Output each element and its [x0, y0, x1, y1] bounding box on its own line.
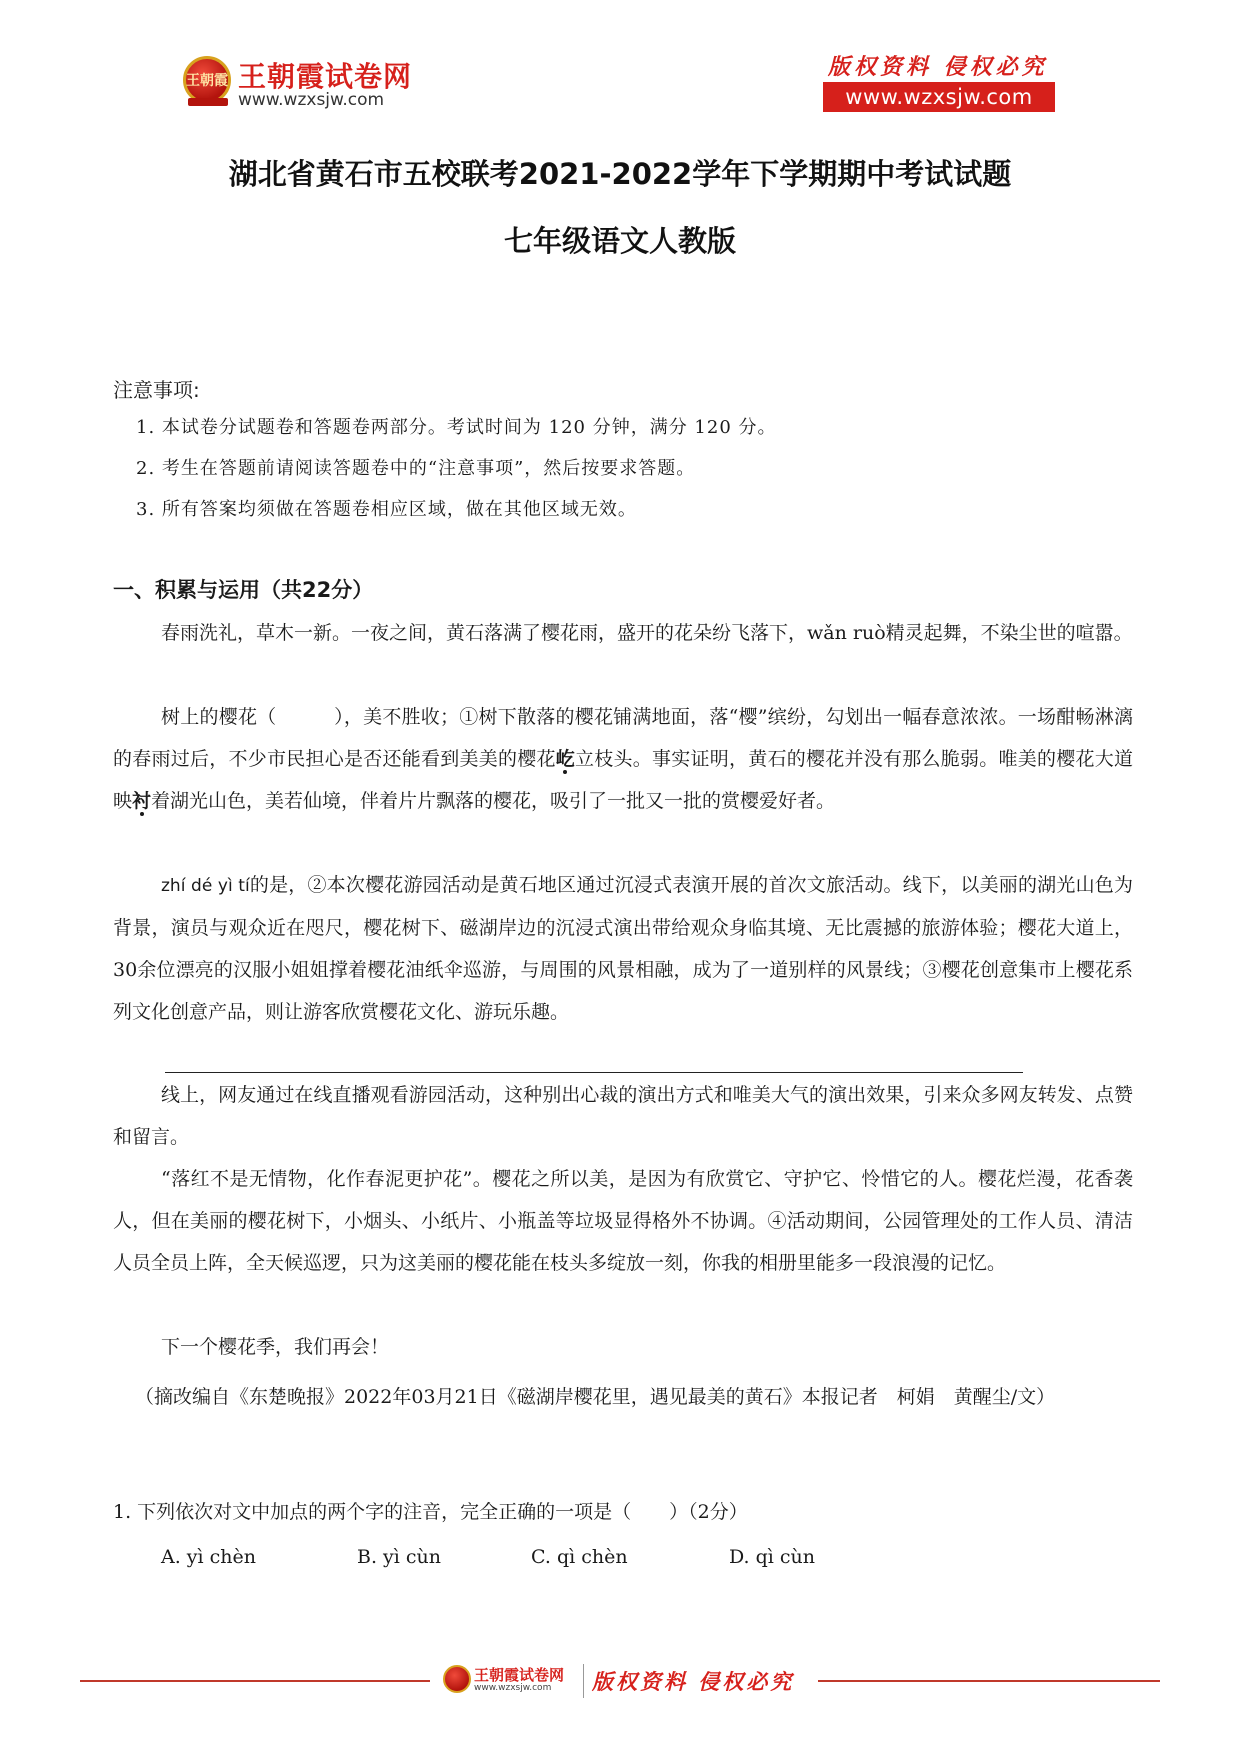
- paragraph-text: 着湖光山色，美若仙境，伴着片片飘落的樱花，吸引了一批又一批的赏樱爱好者。: [151, 790, 836, 812]
- passage-source: （摘改编自《东楚晚报》2022年03月21日《磁湖岸樱花里，遇见最美的黄石》本报记者 柯娟 黄醒尘/文）: [135, 1386, 1056, 1408]
- question-1-stem: 1. 下列依次对文中加点的两个字的注音，完全正确的一项是（ ）（2分）: [113, 1501, 748, 1523]
- logo-url[interactable]: www.wzxsjw.com: [238, 90, 385, 110]
- option-b[interactable]: B. yì cùn: [357, 1546, 442, 1568]
- section-heading: 一、积累与运用（共22分）: [113, 578, 374, 602]
- logo-name: 王朝霞试卷网: [238, 60, 413, 93]
- footer-seal-icon: [443, 1665, 471, 1693]
- footer-logo-name: 王朝霞试卷网: [474, 1666, 565, 1684]
- pinyin-blank: zhí dé yì tí: [161, 876, 250, 896]
- footer-divider-left: [80, 1680, 430, 1682]
- header-copyright: 版权资料 侵权必究: [828, 54, 1048, 80]
- passage-paragraph-5: “落红不是无情物，化作春泥更护花”。樱花之所以美，是因为有欣赏它、守护它、怜惜它的人。樱花烂漫，花香袭人，但在美丽的樱花树下，小烟头、小纸片、小瓶盖等垃圾显得格外不协调。④活动期间，公园管理处的工作人员、清洁人员全员上阵，全天候巡逻，只为这美丽的樱花能在枝头多绽放一刻，你我的相册里能多一段浪漫的记忆。: [113, 1168, 1133, 1274]
- notice-item: 2. 考生在答题前请阅读答题卷中的“注意事项”，然后按要求答题。: [136, 458, 696, 479]
- answer-blank-line: [165, 1072, 1023, 1073]
- paragraph-text: 树上的樱花（ ），美不胜收；①树下散落的樱花铺满地面，落“樱”缤纷，勾划出一幅春意浓浓。一场酣畅淋漓的春雨过后，不少市民担心是否还能看到美美的樱花: [113, 706, 1133, 770]
- passage-paragraph-1: 春雨洗礼，草木一新。一夜之间，黄石落满了樱花雨，盛开的花朵纷飞落下，wǎn ruò精灵起舞，不染尘世的喧嚣。: [161, 622, 1133, 644]
- option-d[interactable]: D. qì cùn: [729, 1546, 816, 1568]
- notice-item: 1. 本试卷分试题卷和答题卷两部分。考试时间为 120 分钟，满分 120 分。: [136, 417, 777, 438]
- logo-seal-icon: 王朝霞: [183, 56, 231, 104]
- page-title: 湖北省黄石市五校联考2021-2022学年下学期期中考试试题: [228, 157, 1012, 191]
- notice-item: 3. 所有答案均须做在答题卷相应区域，做在其他区域无效。: [136, 499, 637, 520]
- option-c[interactable]: C. qì chèn: [531, 1546, 628, 1568]
- page-subtitle: 七年级语文人教版: [503, 224, 736, 258]
- notice-heading: 注意事项:: [113, 378, 200, 402]
- logo-ribbon: [188, 98, 228, 106]
- footer-copyright: 版权资料 侵权必究: [592, 1669, 795, 1694]
- footer-url[interactable]: www.wzxsjw.com: [474, 1683, 552, 1693]
- paragraph-text: 的是，②本次樱花游园活动是黄石地区通过沉浸式表演开展的首次文旅活动。线下，以美丽的湖光山色为背景，演员与观众近在咫尺，樱花树下、磁湖岸边的沉浸式演出带给观众身临其境、无比震撼的旅游体验；樱花大道上，30余位漂亮的汉服小姐姐撑着樱花油纸伞巡游，与周围的风景相融，成为了一道别样的风景线；③樱花创意集市上樱花系列文化创意产品，则让游客欣赏樱花文化、游玩乐趣。: [113, 874, 1133, 1023]
- footer-separator: [583, 1664, 584, 1698]
- passage-paragraph-6: 下一个樱花季，我们再会！: [161, 1336, 390, 1358]
- passage-paragraph-2: [113, 696, 1133, 822]
- header-url-box[interactable]: www.wzxsjw.com: [823, 82, 1055, 112]
- option-a[interactable]: A. yì chèn: [161, 1546, 257, 1568]
- passage-paragraph-4: 线上，网友通过在线直播观看游园活动，这种别出心裁的演出方式和唯美大气的演出效果，引来众多网友转发、点赞和留言。: [113, 1084, 1133, 1148]
- dotted-char-1: 屹: [555, 748, 575, 770]
- dotted-char-2: 衬: [132, 790, 152, 812]
- passage-paragraph-3: [113, 864, 1133, 1033]
- paragraph-text: 立枝头。事实证明，黄石的樱花并没有那么脆弱。唯美的樱花大道映: [113, 748, 1133, 812]
- footer-divider-right: [818, 1680, 1160, 1682]
